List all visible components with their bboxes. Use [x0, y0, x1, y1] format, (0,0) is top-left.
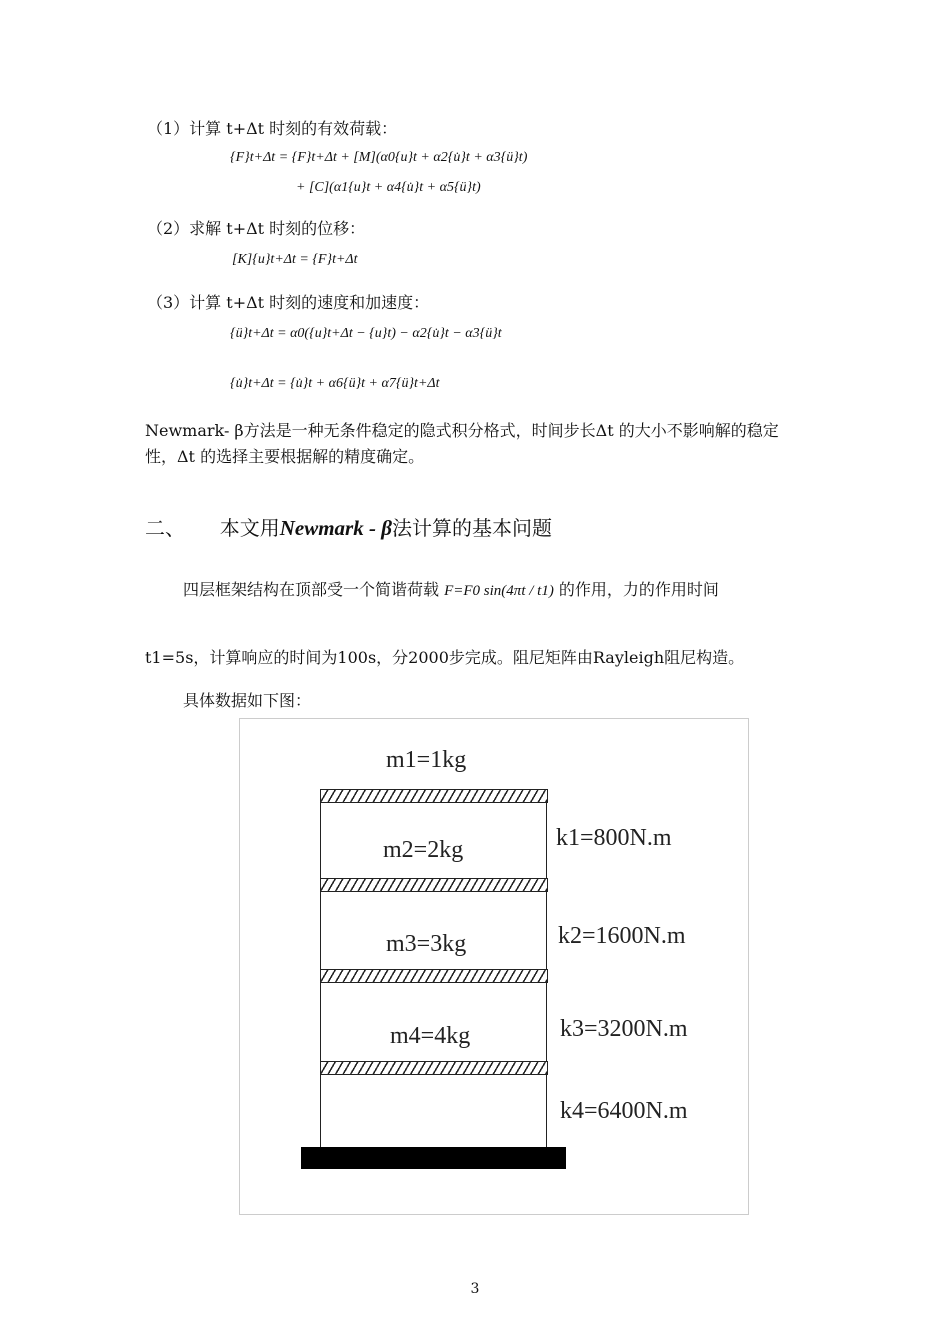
mass-label-4: m4=4kg — [390, 1023, 471, 1049]
ground-base — [301, 1147, 566, 1169]
floor-slab-3 — [320, 969, 548, 983]
equation-effective-load-line1 — [230, 150, 527, 166]
step-1-label: （1）计算 t+Δt 时刻的有效荷载： — [147, 119, 398, 138]
floor-slab-1 — [320, 789, 548, 803]
floor-slab-4 — [320, 1061, 548, 1075]
equation-text: {F}t+Δt = {F}t+Δt + [M](α0{u}t + α2{u̇}t + α3{ü}t) — [230, 150, 528, 165]
equation-effective-load-line2 — [296, 180, 481, 196]
stiffness-label-3: k3=3200N.m — [560, 1016, 688, 1042]
stiffness-label-4: k4=6400N.m — [560, 1098, 688, 1124]
equation-displacement: [K]{u}t+Δt = {F}t+Δt — [232, 252, 358, 267]
paragraph-time-settings: t1=5s，计算响应的时间为100s，分2000步完成。阻尼矩阵由Rayleigh阻尼构造。 — [145, 648, 745, 667]
step-2-label: （2）求解 t+Δt 时刻的位移： — [147, 219, 366, 238]
paragraph-data-intro: 具体数据如下图： — [183, 691, 312, 710]
four-story-frame-figure — [239, 718, 749, 1215]
stiffness-label-1: k1=800N.m — [556, 825, 672, 851]
paragraph-load-description — [183, 577, 719, 600]
equation-velocity: {u̇}t+Δt = {u̇}t + α6{ü}t + α7{ü}t+Δt — [230, 376, 440, 391]
load-formula: F=F0 sin(4πt / t1) — [444, 583, 554, 599]
mass-label-1: m1=1kg — [386, 747, 467, 773]
load-text-a: 四层框架结构在顶部受一个简谐荷载 — [183, 580, 440, 599]
equation-text: + [C](α1{u}t + α4{u̇}t + α5{ü}t) — [296, 180, 481, 195]
floor-slab-2 — [320, 878, 548, 892]
mass-label-3: m3=3kg — [386, 931, 467, 957]
section-number: 二、 — [145, 516, 185, 540]
load-text-b: 的作用，力的作用时间 — [558, 580, 719, 599]
page-number: 3 — [470, 1281, 480, 1297]
equation-acceleration: {ü}t+Δt = α0({u}t+Δt − {u}t) − α2{u̇}t − α3{ü}t — [230, 326, 502, 341]
section-heading — [145, 512, 552, 541]
step-3-label: （3）计算 t+Δt 时刻的速度和加速度： — [147, 293, 430, 312]
stiffness-label-2: k2=1600N.m — [558, 923, 686, 949]
section-title-suffix: 法计算的基本问题 — [391, 516, 552, 540]
section-title-prefix: 本文用 — [219, 516, 280, 540]
section-title-method: Newmark - β — [279, 516, 392, 540]
paragraph-newmark-stability: Newmark- β方法是一种无条件稳定的隐式积分格式，时间步长Δt 的大小不影响解的稳定性，Δt 的选择主要根据解的精度确定。 — [145, 421, 779, 466]
mass-label-2: m2=2kg — [383, 837, 464, 863]
